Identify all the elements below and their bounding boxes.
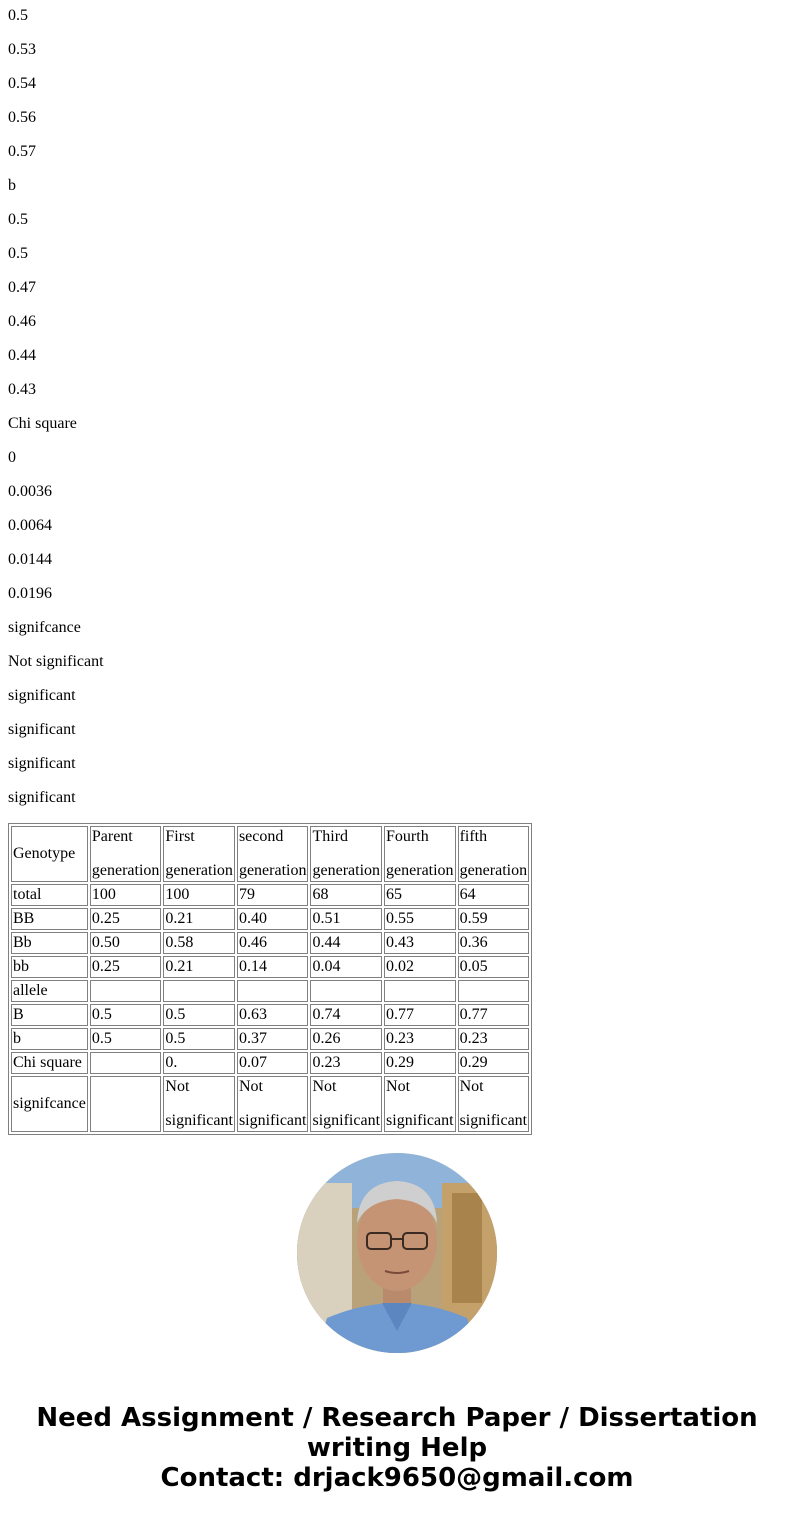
- cta-line: writing Help: [306, 1433, 488, 1463]
- row-label: b: [11, 1028, 88, 1050]
- row-label: bb: [11, 956, 88, 978]
- row-label: signifcance: [11, 1076, 88, 1132]
- cta-line: Need Assignment / Research Paper / Dissertation: [36, 1403, 758, 1433]
- table-cell: 0.02: [384, 956, 456, 978]
- table-cell: 0.51: [310, 908, 382, 930]
- list-line: 0.56: [8, 109, 36, 126]
- table-cell: [163, 980, 235, 1002]
- list-line: 0.0196: [8, 585, 52, 602]
- table-row: [11, 1076, 529, 1132]
- list-line: 0.5: [8, 211, 28, 228]
- header-cell: fifth generation: [458, 826, 530, 882]
- header-genotype: Genotype: [11, 826, 88, 882]
- table-cell: 79: [237, 884, 309, 906]
- table-row: [11, 884, 529, 906]
- table-cell: 0.23: [384, 1028, 456, 1050]
- table-cell: 0.74: [310, 1004, 382, 1026]
- table-cell: 0.05: [458, 956, 530, 978]
- table-cell: 0.46: [237, 932, 309, 954]
- list-line: significant: [8, 755, 76, 772]
- table-header-row: [11, 826, 529, 882]
- table-cell: 0.07: [237, 1052, 309, 1074]
- table-cell: [384, 980, 456, 1002]
- table-cell: 0.40: [237, 908, 309, 930]
- table-cell: Not significant: [384, 1076, 456, 1132]
- value-list: [8, 0, 104, 816]
- table-cell: [237, 980, 309, 1002]
- table-cell: 0.63: [237, 1004, 309, 1026]
- table-cell: [90, 1052, 162, 1074]
- table-cell: 0.5: [163, 1028, 235, 1050]
- table-cell: 0.25: [90, 908, 162, 930]
- table-cell: 0.29: [384, 1052, 456, 1074]
- contact-banner: [0, 1403, 794, 1493]
- table-row: [11, 1028, 529, 1050]
- table-cell: 0.: [163, 1052, 235, 1074]
- table-cell: 0.04: [310, 956, 382, 978]
- table-cell: 0.36: [458, 932, 530, 954]
- header-cell: Fourth generation: [384, 826, 456, 882]
- table-cell: Not significant: [310, 1076, 382, 1132]
- list-line: significant: [8, 789, 76, 806]
- table-cell: 100: [163, 884, 235, 906]
- table-cell: 0.59: [458, 908, 530, 930]
- table-cell: 0.50: [90, 932, 162, 954]
- table-cell: 100: [90, 884, 162, 906]
- row-label: BB: [11, 908, 88, 930]
- table-cell: 0.37: [237, 1028, 309, 1050]
- list-line: 0.5: [8, 7, 28, 24]
- table-cell: Not significant: [163, 1076, 235, 1132]
- row-label: B: [11, 1004, 88, 1026]
- contact-email: Contact: drjack9650@gmail.com: [160, 1463, 634, 1493]
- table-row: [11, 956, 529, 978]
- table-cell: [90, 1076, 162, 1132]
- row-label: Chi square: [11, 1052, 88, 1074]
- table-cell: 0.58: [163, 932, 235, 954]
- table-cell: 0.77: [458, 1004, 530, 1026]
- table-cell: 0.43: [384, 932, 456, 954]
- table-cell: [458, 980, 530, 1002]
- table-row: [11, 1052, 529, 1074]
- row-label: allele: [11, 980, 88, 1002]
- list-line: 0: [8, 449, 16, 466]
- table-cell: 0.5: [90, 1004, 162, 1026]
- list-line: b: [8, 177, 16, 194]
- list-line: significant: [8, 721, 76, 738]
- table-cell: 64: [458, 884, 530, 906]
- table-row: [11, 908, 529, 930]
- list-line: 0.0144: [8, 551, 52, 568]
- table-cell: 0.14: [237, 956, 309, 978]
- list-line: 0.0064: [8, 517, 52, 534]
- table-cell: 0.5: [163, 1004, 235, 1026]
- table-cell: Not significant: [458, 1076, 530, 1132]
- table-cell: Not significant: [237, 1076, 309, 1132]
- list-line: 0.47: [8, 279, 36, 296]
- table-row: [11, 980, 529, 1002]
- list-line: 0.43: [8, 381, 36, 398]
- table-row: [11, 1004, 529, 1026]
- table-cell: 0.5: [90, 1028, 162, 1050]
- list-line: 0.54: [8, 75, 36, 92]
- table-cell: 0.44: [310, 932, 382, 954]
- list-line: 0.57: [8, 143, 36, 160]
- table-cell: 68: [310, 884, 382, 906]
- header-cell: First generation: [163, 826, 235, 882]
- list-line: signifcance: [8, 619, 81, 636]
- portrait-image: [297, 1153, 497, 1353]
- list-line: Chi square: [8, 415, 77, 432]
- header-cell: Parent generation: [90, 826, 162, 882]
- list-line: Not significant: [8, 653, 104, 670]
- table-cell: 0.55: [384, 908, 456, 930]
- row-label: Bb: [11, 932, 88, 954]
- author-photo: [297, 1153, 497, 1353]
- table-cell: 0.23: [458, 1028, 530, 1050]
- header-cell: Third generation: [310, 826, 382, 882]
- table-cell: 0.26: [310, 1028, 382, 1050]
- row-label: total: [11, 884, 88, 906]
- table-cell: 0.29: [458, 1052, 530, 1074]
- table-row: [11, 932, 529, 954]
- table-cell: [90, 980, 162, 1002]
- list-line: 0.0036: [8, 483, 52, 500]
- table-cell: 0.21: [163, 956, 235, 978]
- table-cell: [310, 980, 382, 1002]
- list-line: 0.46: [8, 313, 36, 330]
- list-line: 0.5: [8, 245, 28, 262]
- list-line: 0.44: [8, 347, 36, 364]
- genotype-table: [8, 823, 532, 1135]
- table-cell: 0.77: [384, 1004, 456, 1026]
- list-line: 0.53: [8, 41, 36, 58]
- header-cell: second generation: [237, 826, 309, 882]
- table-cell: 65: [384, 884, 456, 906]
- list-line: significant: [8, 687, 76, 704]
- table-cell: 0.21: [163, 908, 235, 930]
- table-cell: 0.23: [310, 1052, 382, 1074]
- table-cell: 0.25: [90, 956, 162, 978]
